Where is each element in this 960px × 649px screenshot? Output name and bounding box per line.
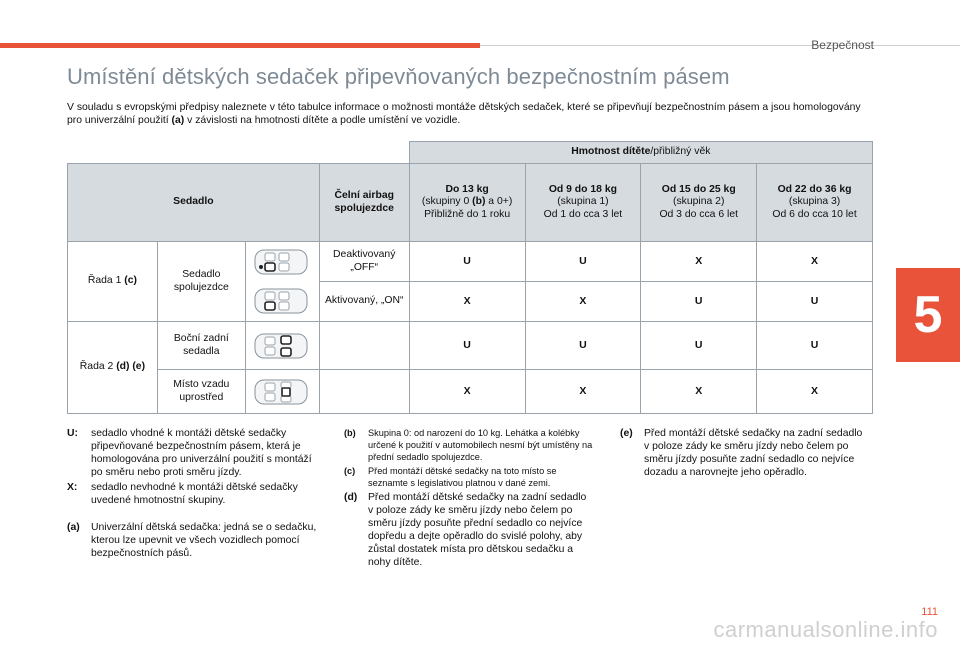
note-e: (e) Před montáží dětské sedačky na zadní sedadlo v poloze zády ke směru jízdy nebo čelem po směru jízdy posuňte zadní sedadlo co nejvíce dozadu a narovnejte jeho opěradlo. — [620, 428, 863, 478]
group-header-0: Do 13 kg (skupiny 0 (b) a 0+) Přibližně do 1 roku — [409, 164, 525, 242]
child-seat-table — [67, 141, 873, 414]
row2-middle-value-0: X — [409, 370, 525, 414]
page-title: Umístění dětských sedaček připevňovaných bezpečnostním pásem — [67, 64, 730, 89]
row1-airbag-on: Aktivovaný, „ON“ — [319, 282, 409, 322]
row1-on-value-0: X — [409, 282, 525, 322]
airbag-column-header: Čelní airbag spolujezdce — [319, 164, 409, 242]
page-number: 111 — [921, 606, 938, 618]
row1-off-value-3: X — [757, 242, 873, 282]
note-c: (c) Před montáží dětské sedačky na toto místo se seznamte s legislativou platnou v dané zemi. — [344, 466, 557, 488]
car-seat-diagram-icon — [251, 330, 313, 362]
row2-side-seat-label: Boční zadní sedadla — [157, 322, 245, 370]
accent-bar — [0, 43, 480, 48]
row2-middle-airbag-empty — [319, 370, 409, 414]
row2-side-value-0: U — [409, 322, 525, 370]
row2-side-value-3: U — [757, 322, 873, 370]
row1-off-value-1: U — [525, 242, 641, 282]
notes-column-1 — [67, 427, 317, 562]
seat-column-header: Sedadlo — [68, 164, 320, 242]
group-header-2: Od 15 do 25 kg (skupina 2) Od 3 do cca 6 let — [641, 164, 757, 242]
row2-middle-value-2: X — [641, 370, 757, 414]
weight-header: Hmotnost dítěte/přibližný věk — [409, 142, 872, 164]
watermark: carmanualsonline.info — [713, 617, 938, 642]
row1-on-value-2: U — [641, 282, 757, 322]
row2-middle-value-1: X — [525, 370, 641, 414]
note-a: (a) Univerzální dětská sedačka: jedná se o sedačku, kterou lze upevnit ve všech vozidlech pomocí bezpečnostních pásů. — [67, 522, 317, 559]
notes-column-3 — [620, 427, 870, 481]
note-u: U: sedadlo vhodné k montáži dětské sedačky připevňované bezpečnostním pásem, která je homologována pro univerzální použití s montáží po směru nebo proti směru jízdy. — [67, 428, 312, 478]
row2-middle-value-3: X — [757, 370, 873, 414]
row1-label: Řada 1 (c) — [68, 242, 158, 322]
row1-seat-label: Sedadlo spolujezdce — [157, 242, 245, 322]
chapter-tab: 5 — [896, 268, 960, 362]
car-icon-rear-sides — [245, 322, 319, 370]
header-rule — [480, 45, 960, 46]
row1-off-value-2: X — [641, 242, 757, 282]
car-icon-rear-middle — [245, 370, 319, 414]
row1-on-value-3: U — [757, 282, 873, 322]
row1-off-value-0: U — [409, 242, 525, 282]
car-icon-front-on — [245, 282, 319, 322]
intro-paragraph: V souladu s evropskými předpisy naleznete v této tabulce informace o možnosti montáže dětských sedaček, které se připevňují bezpečnostním pásem a jsou homologovány pro univerzální použití (a) v závislosti na hmotnosti dítěte a podle umístění ve vozidle. — [67, 102, 861, 126]
row2-side-airbag-empty — [319, 322, 409, 370]
row2-label: Řada 2 (d) (e) — [68, 322, 158, 414]
row1-airbag-off: Deaktivovaný „OFF“ — [319, 242, 409, 282]
group-header-1: Od 9 do 18 kg (skupina 1) Od 1 do cca 3 let — [525, 164, 641, 242]
car-seat-diagram-icon — [251, 376, 313, 408]
row2-side-value-2: U — [641, 322, 757, 370]
row2-middle-seat-label: Místo vzadu uprostřed — [157, 370, 245, 414]
section-title: Bezpečnost — [811, 38, 874, 52]
note-d: (d) Před montáží dětské sedačky na zadní sedadlo v poloze zády ke směru jízdy nebo čelem po směru jízdy posuňte přední sedadlo co nejvíce dopředu a dejte opěradlo do svislé polohy, aby zůstal dostatek místa pro dětskou sedačku a nohy dítěte. — [344, 492, 587, 568]
note-b: (b) Skupina 0: od narození do 10 kg. Lehátka a kolébky určené k použití v automobilech nesmí být umístěny na přední sedadlo spolujezdce. — [344, 428, 593, 462]
car-seat-diagram-icon — [251, 246, 313, 278]
row2-side-value-1: U — [525, 322, 641, 370]
notes-column-2 — [344, 427, 594, 571]
car-seat-diagram-icon — [251, 285, 313, 317]
row1-on-value-1: X — [525, 282, 641, 322]
note-x: X: sedadlo nevhodné k montáži dětské sedačky uvedené hmotnostní skupiny. — [67, 482, 298, 506]
car-icon-front-off — [245, 242, 319, 282]
group-header-3: Od 22 do 36 kg (skupina 3) Od 6 do cca 10 let — [757, 164, 873, 242]
